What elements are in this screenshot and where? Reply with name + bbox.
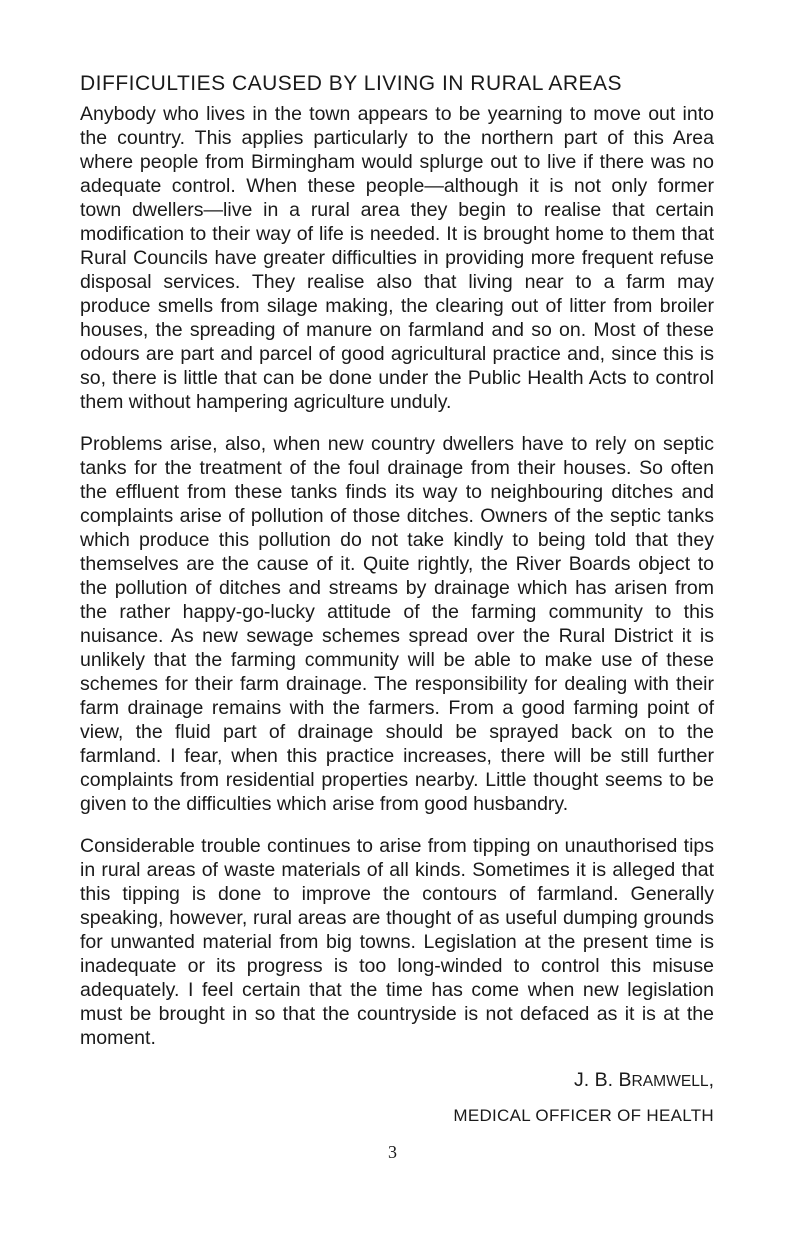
signature-initials: J. B. B <box>574 1069 632 1091</box>
paragraph-unauthorised-tipping: Considerable trouble continues to arise from tipping on unauthorised tips in rural areas of waste materials of all kinds. Sometimes it is alleged that this tipping is done to improve the contours of farmland. Generally speaking, however, rural areas are thought of as useful dumping grounds for unwanted material from big towns. Legislation at the present time is inadequate or its progress is too long-winded to control this misuse adequately. I feel certain that the time has come when new legislation must be brought in so that the countryside is not defaced as it is at the moment. <box>80 835 714 1049</box>
paragraph-rural-living: Anybody who lives in the town appears to be yearning to move out into the country. This applies particularly to the northern part of this Area where people from Birmingham would splurge out to live if there was no adequate control. When these people—although it is not only former town dwellers—live in a rural area they begin to realise that certain modification to their way of life is needed. It is brought home to them that Rural Councils have greater difficulties in providing more frequent refuse disposal services. They realise also that living near to a farm may produce smells from silage making, the clearing out of litter from broiler houses, the spreading of manure on farmland and so on. Most of these odours are part and parcel of good agricultural practice and, since this is so, there is little that can be done under the Public Health Acts to control them without hampering agriculture unduly. <box>80 103 714 413</box>
signature-comma: , <box>708 1069 714 1091</box>
paragraph-septic-tanks: Problems arise, also, when new country dwellers have to rely on septic tanks for the treatment of the foul drainage from their houses. So often the effluent from these tanks finds its way to neighbouring ditches and complaints arise of pollution of those ditches. Owners of the septic tanks which produce this pollution do not take kindly to being told that they themselves are the cause of it. Quite rightly, the River Boards object to the pollution of ditches and streams by drainage which has arisen from the rather happy-go-lucky attitude of the farming community to this nuisance. As new sewage schemes spread over the Rural District it is unlikely that the farming community will be able to make use of these schemes for their farm drainage. The responsibility for dealing with their farm drainage remains with the farmers. From a good farming point of view, the fluid part of drainage should be sprayed back on to the farmland. I fear, when this practice increases, there will be still further complaints from residential properties nearby. Little thought seems to be given to the difficulties which arise from good husbandry. <box>80 433 714 815</box>
document-page <box>80 72 714 1128</box>
document-heading: DIFFICULTIES CAUSED BY LIVING IN RURAL AREAS <box>80 72 623 95</box>
signature-name <box>80 1068 714 1094</box>
page-number: 3 <box>388 1142 397 1162</box>
signature-block <box>80 1068 714 1128</box>
signature-title: MEDICAL OFFICER OF HEALTH <box>453 1106 714 1125</box>
signature-surname: RAMWELL <box>631 1073 709 1090</box>
